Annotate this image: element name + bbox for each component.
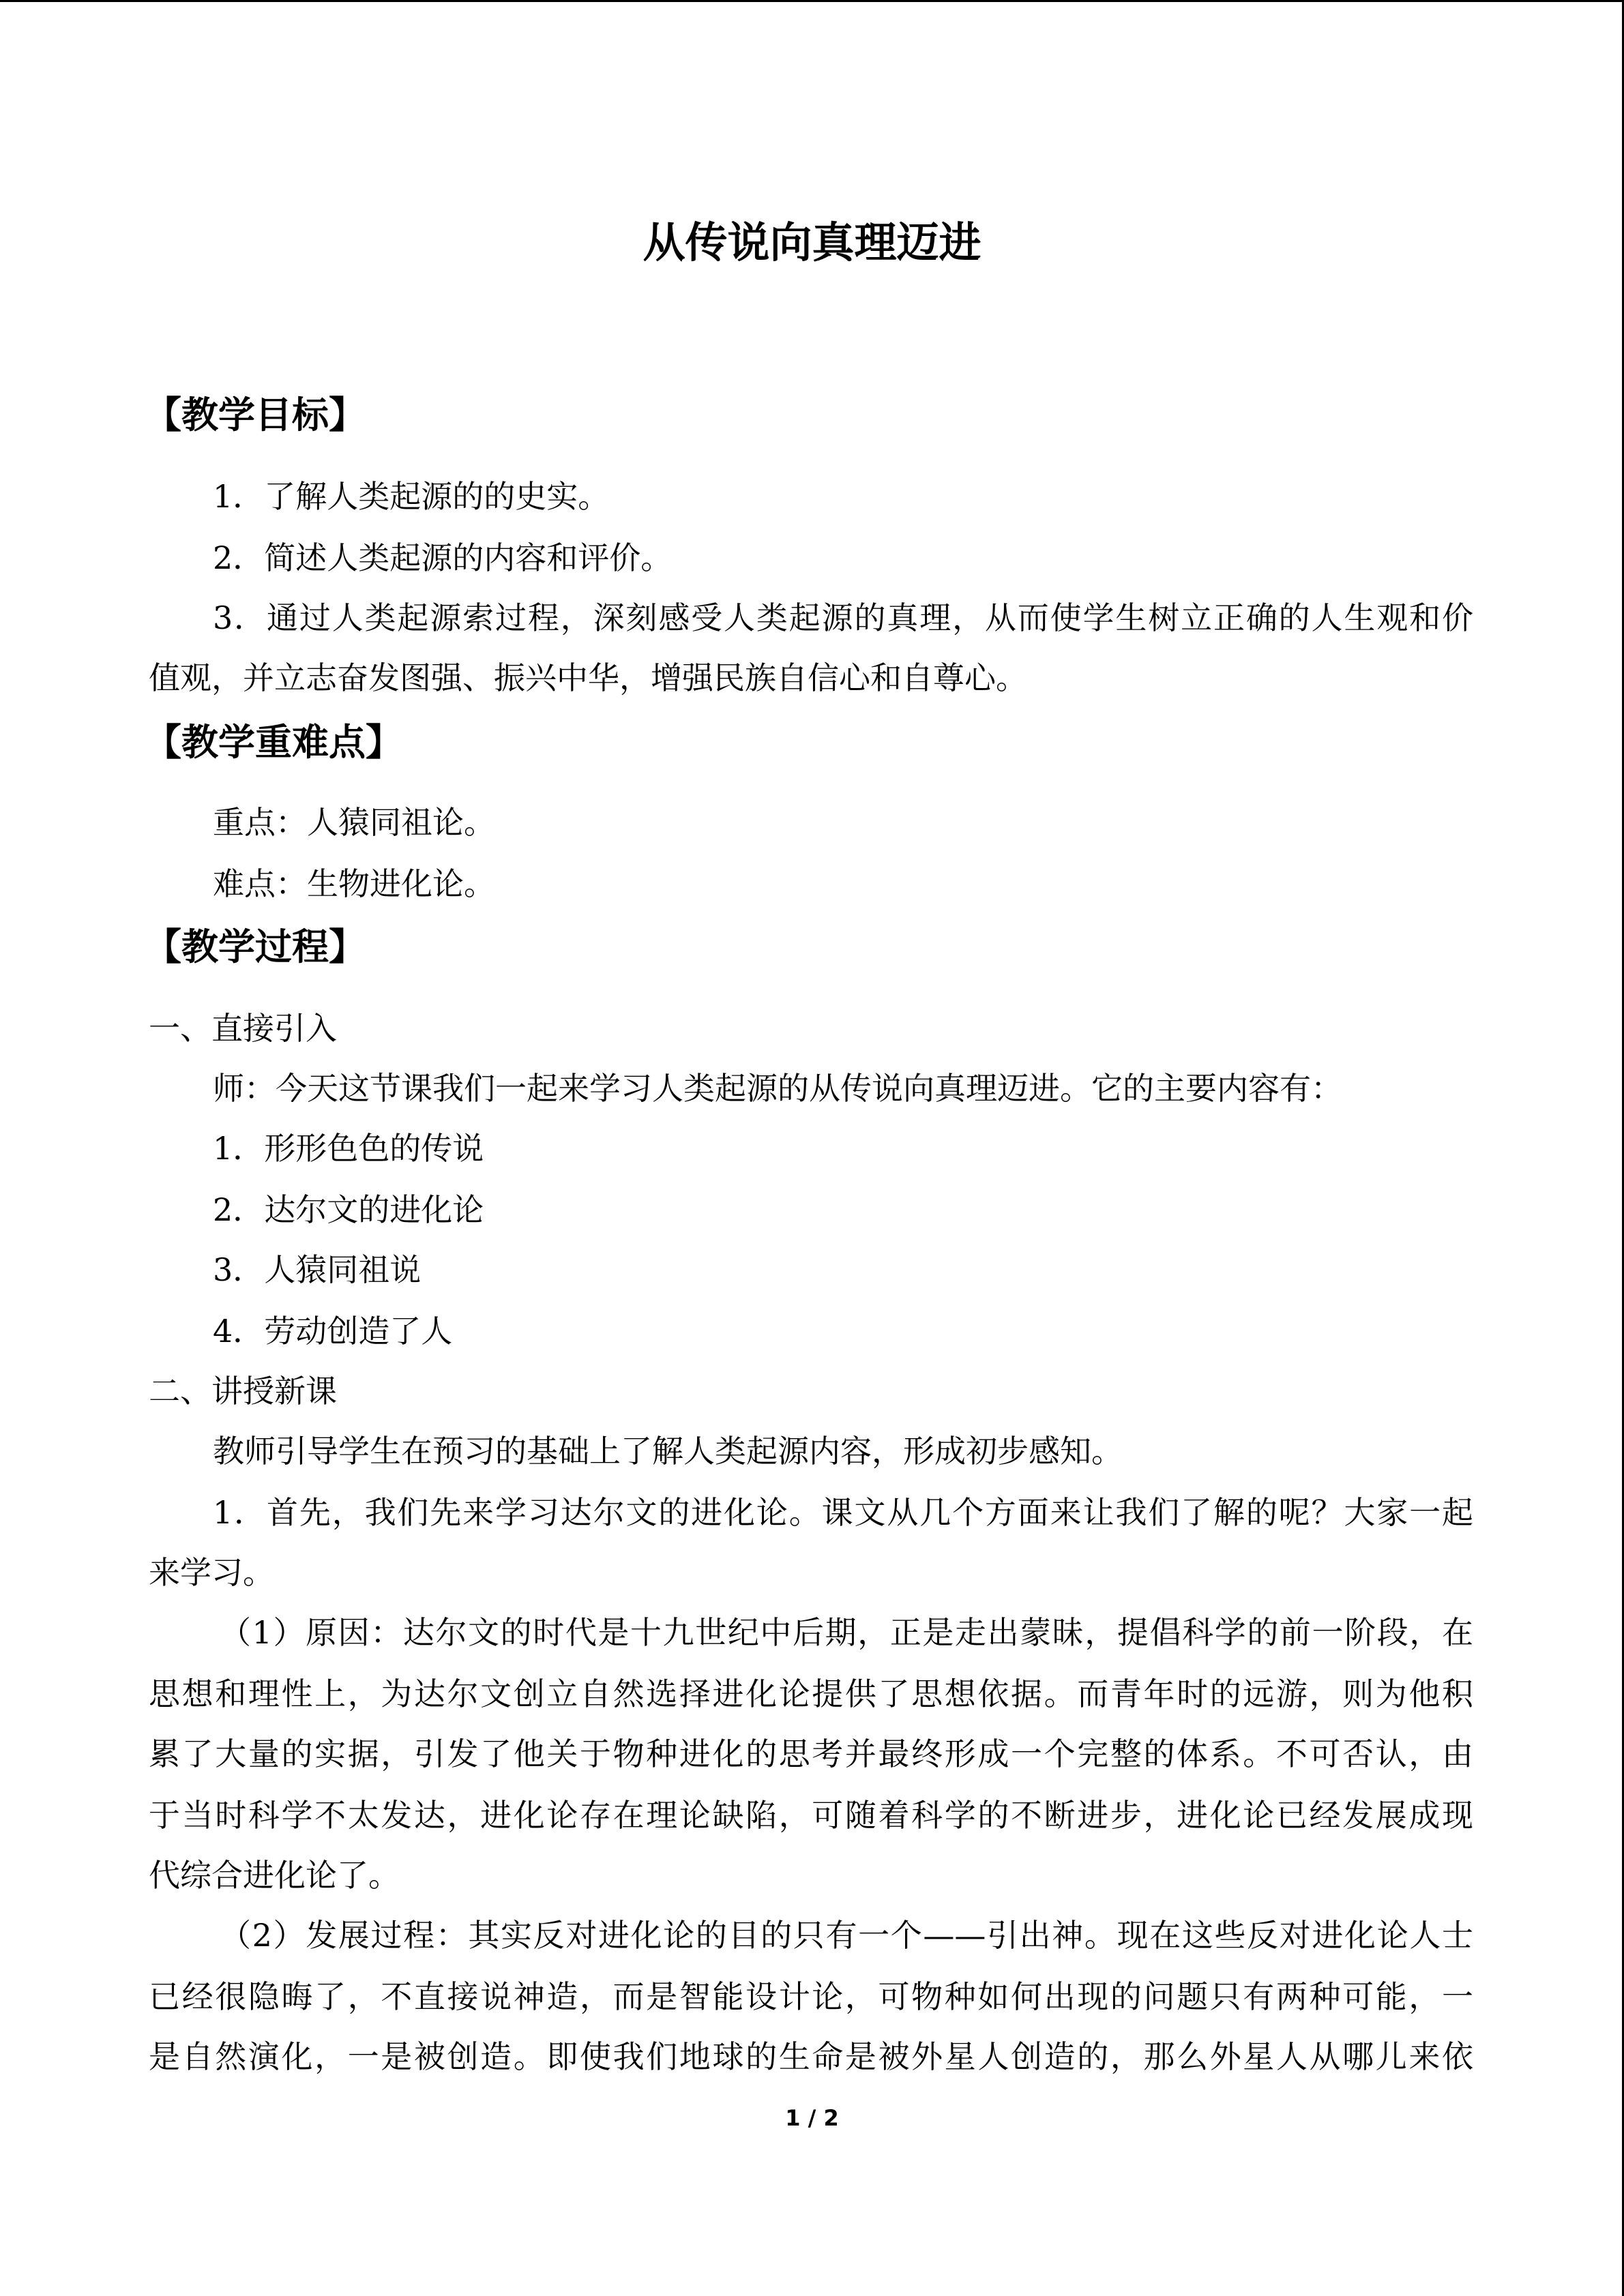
section-1-item-2: 2．达尔文的进化论 xyxy=(213,1191,484,1228)
heading-key-points: 【教学重难点】 xyxy=(145,721,402,764)
point-1-line-1: 1．首先，我们先来学习达尔文的进化论。课文从几个方面来让我们了解的呢？大家一起 xyxy=(213,1494,1473,1531)
page-number: 1 / 2 xyxy=(785,2105,839,2131)
goal-item-2: 2．简述人类起源的内容和评价。 xyxy=(213,539,673,576)
goal-item-3-line-1: 3．通过人类起源索过程，深刻感受人类起源的真理，从而使学生树立正确的人生观和价 xyxy=(213,599,1473,636)
section-1-title: 一、直接引入 xyxy=(149,1010,337,1047)
section-2-title: 二、讲授新课 xyxy=(149,1373,337,1410)
point-1-line-2: 来学习。 xyxy=(149,1554,274,1591)
heading-teaching-process: 【教学过程】 xyxy=(145,925,366,968)
development-line-1: （2）发展过程：其实反对进化论的目的只有一个——引出神。现在这些反对进化论人士 xyxy=(220,1917,1473,1954)
heading-teaching-goals: 【教学目标】 xyxy=(145,393,366,436)
reason-line-1: （1）原因：达尔文的时代是十九世纪中后期，正是走出蒙昧，提倡科学的前一阶段，在 xyxy=(220,1614,1473,1651)
section-1-item-3: 3．人猿同祖说 xyxy=(213,1251,422,1288)
section-1-item-4: 4．劳动创造了人 xyxy=(213,1313,453,1350)
goal-item-1: 1．了解人类起源的的史实。 xyxy=(213,478,610,515)
reason-line-5: 代综合进化论了。 xyxy=(149,1857,400,1894)
section-2-intro: 教师引导学生在预习的基础上了解人类起源内容，形成初步感知。 xyxy=(213,1433,1123,1470)
section-1-intro: 师：今天这节课我们一起来学习人类起源的从传说向真理迈进。它的主要内容有： xyxy=(213,1070,1342,1107)
reason-line-2: 思想和理性上，为达尔文创立自然选择进化论提供了思想依据。而青年时的远游，则为他积 xyxy=(149,1675,1473,1712)
section-1-item-1: 1．形形色色的传说 xyxy=(213,1130,484,1167)
difficult-point: 难点：生物进化论。 xyxy=(213,865,495,902)
document-title: 从传说向真理迈进 xyxy=(643,218,981,267)
development-line-3: 是自然演化，一是被创造。即使我们地球的生命是被外星人创造的，那么外星人从哪儿来依 xyxy=(149,2038,1473,2075)
key-point: 重点：人猿同祖论。 xyxy=(213,804,495,841)
goal-item-3-line-2: 值观，并立志奋发图强、振兴中华，增强民族自信心和自尊心。 xyxy=(149,659,1027,696)
reason-line-4: 于当时科学不太发达，进化论存在理论缺陷，可随着科学的不断进步，进化论已经发展成现 xyxy=(149,1797,1473,1834)
development-line-2: 已经很隐晦了，不直接说神造，而是智能设计论，可物种如何出现的问题只有两种可能，一 xyxy=(149,1978,1473,2015)
reason-line-3: 累了大量的实据，引发了他关于物种进化的思考并最终形成一个完整的体系。不可否认，由 xyxy=(149,1735,1473,1772)
